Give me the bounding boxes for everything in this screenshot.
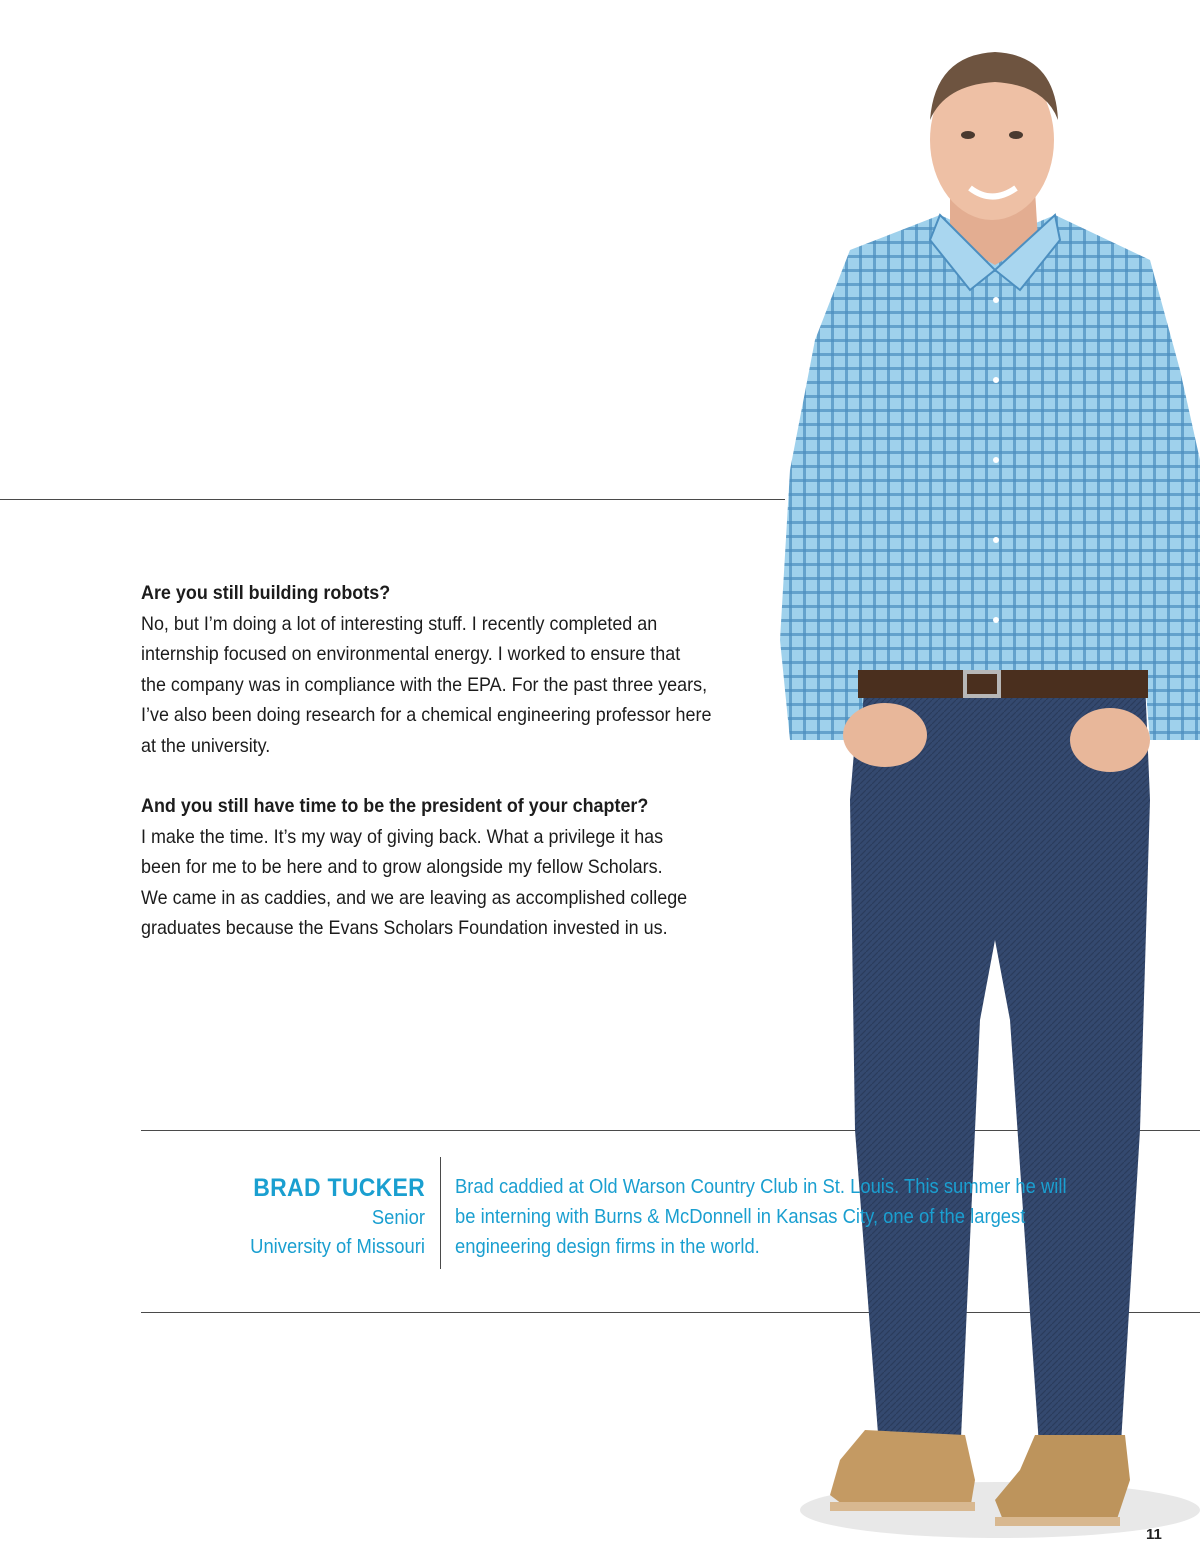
profile-name: BRAD TUCKER bbox=[253, 1174, 425, 1202]
question-2: And you still have time to be the president of your chapter? bbox=[141, 795, 649, 817]
plaid-shirt bbox=[780, 215, 1200, 740]
bio-line-1: Brad caddied at Old Warson Country Club in St. Louis. This summer he will bbox=[455, 1176, 1067, 1198]
profile-school: University of Missouri bbox=[250, 1236, 425, 1258]
answer-1-line-3: the company was in compliance with the EPA. For the past three years, bbox=[141, 673, 708, 696]
profile-identity bbox=[65, 1172, 425, 1262]
bio-line-2: be interning with Burns & McDonnell in Kansas City, one of the largest bbox=[455, 1206, 1026, 1228]
left-shoe-icon bbox=[830, 1430, 975, 1510]
profile-year: Senior bbox=[371, 1207, 425, 1229]
bio-line-3: engineering design firms in the world. bbox=[455, 1236, 760, 1258]
student-photo bbox=[770, 40, 1200, 1550]
jeans bbox=[850, 680, 1150, 1460]
interview-text bbox=[141, 578, 730, 974]
answer-2-line-4: graduates because the Evans Scholars Foundation invested in us. bbox=[141, 917, 668, 939]
left-hand bbox=[843, 703, 927, 767]
right-shoe-icon bbox=[995, 1435, 1130, 1525]
belt bbox=[858, 670, 1148, 698]
right-hand bbox=[1070, 708, 1150, 772]
top-divider bbox=[0, 499, 785, 500]
answer-1-line-5: at the university. bbox=[141, 734, 271, 757]
qa-block-2 bbox=[141, 791, 730, 944]
answer-1-line-1: No, but I’m doing a lot of interesting stuff. I recently completed an bbox=[141, 612, 658, 635]
profile-vertical-divider bbox=[440, 1157, 441, 1269]
answer-1-line-4: I’ve also been doing research for a chemical engineering professor here bbox=[141, 704, 712, 726]
qa-block-1 bbox=[141, 578, 730, 761]
question-1: Are you still building robots? bbox=[141, 582, 391, 604]
profile-bio bbox=[455, 1172, 1099, 1262]
answer-1-line-2: internship focused on environmental energy. I worked to ensure that bbox=[141, 643, 681, 665]
page-number: 11 bbox=[1146, 1526, 1162, 1543]
answer-2-line-1: I make the time. It’s my way of giving back. What a privilege it has bbox=[141, 825, 664, 848]
answer-2-line-3: We came in as caddies, and we are leaving as accomplished college bbox=[141, 886, 688, 909]
answer-2-line-2: been for me to be here and to grow alongside my fellow Scholars. bbox=[141, 856, 663, 878]
